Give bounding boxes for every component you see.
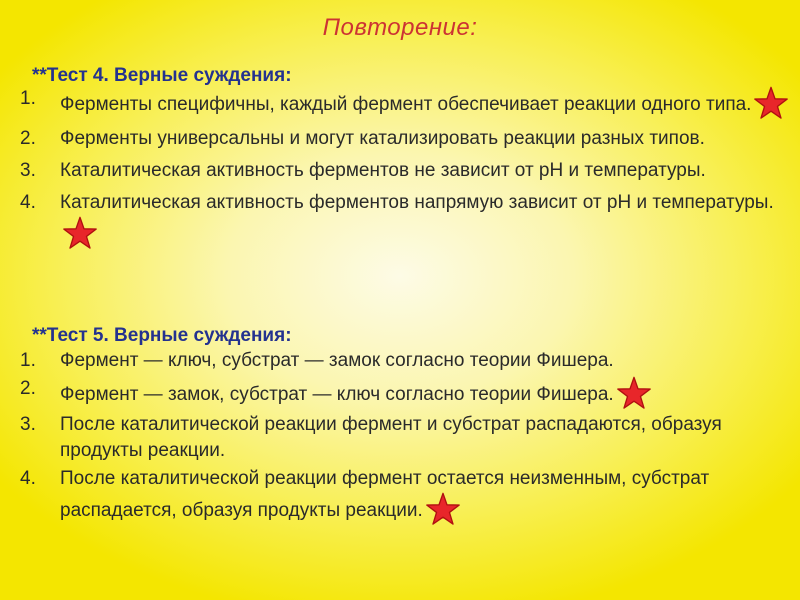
item-number: 3. xyxy=(20,414,36,435)
item-text: Ферменты универсальны и могут катализировать реакции разных типов. xyxy=(60,128,705,149)
test5-item-4 xyxy=(0,466,790,526)
star-icon xyxy=(62,216,98,250)
star-icon xyxy=(616,376,652,410)
item-text: Каталитическая активность ферментов напрямую зависит от рН и температуры. xyxy=(60,192,774,213)
test5-item-3 xyxy=(0,412,790,464)
item-text: Ферменты специфичны, каждый фермент обеспечивает реакции одного типа. xyxy=(60,94,752,115)
item-number: 4. xyxy=(20,192,36,213)
item-text: Фермент — замок, субстрат — ключ согласно теории Фишера. xyxy=(60,384,614,405)
test4-item-3 xyxy=(0,158,790,184)
item-number: 2. xyxy=(20,378,36,399)
test4-heading: **Тест 4. Верные суждения: xyxy=(32,65,292,86)
test4-item-4 xyxy=(0,190,790,250)
item-number: 1. xyxy=(20,350,36,371)
star-icon xyxy=(425,492,461,526)
item-number: 2. xyxy=(20,128,36,149)
item-text: После каталитической реакции фермент остается неизменным, субстрат распадается, образуя продукты реакции. xyxy=(60,468,710,521)
item-number: 3. xyxy=(20,160,36,181)
item-number: 1. xyxy=(20,88,36,109)
item-text: После каталитической реакции фермент и субстрат распадаются, образуя продукты реакции. xyxy=(60,414,722,461)
test5-item-2 xyxy=(0,376,790,410)
item-text: Фермент — ключ, субстрат — замок согласно теории Фишера. xyxy=(60,350,614,371)
test4-item-2 xyxy=(0,126,790,152)
star-icon xyxy=(753,86,789,120)
test5-item-1 xyxy=(0,348,790,374)
item-number: 4. xyxy=(20,468,36,489)
slide-title: Повторение: xyxy=(322,14,478,41)
item-text: Каталитическая активность ферментов не зависит от рН и температуры. xyxy=(60,160,706,181)
test4-item-1 xyxy=(0,86,790,120)
test4-list xyxy=(0,86,790,256)
test5-list xyxy=(0,348,790,528)
test5-heading: **Тест 5. Верные суждения: xyxy=(32,325,292,346)
